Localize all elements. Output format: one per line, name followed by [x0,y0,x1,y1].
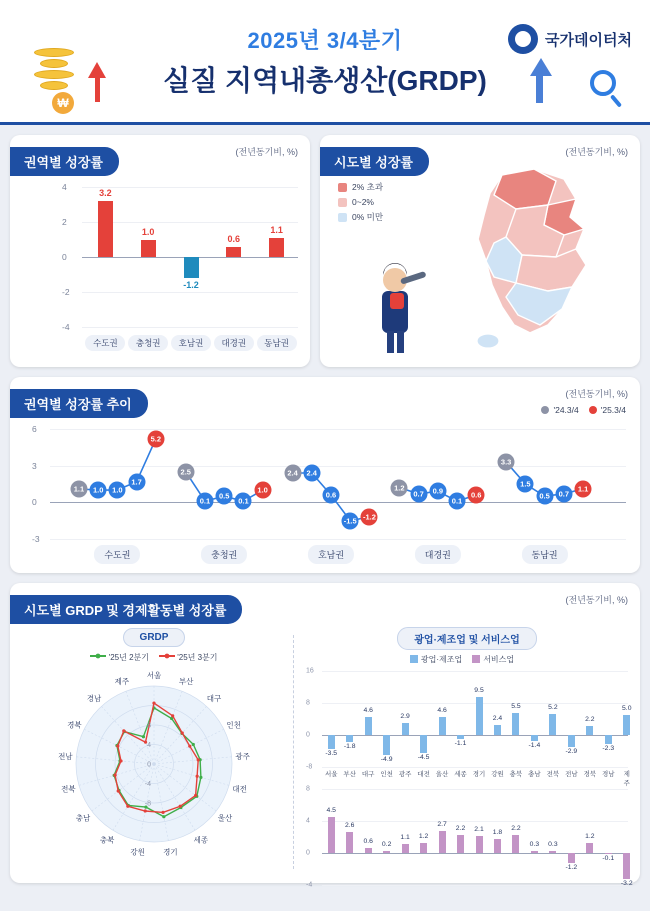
row-bottom [0,573,650,893]
y-axis-tick: 16 [306,667,314,675]
korea-government-emblem-icon [508,24,538,54]
bar-value-label: 4.6 [437,706,447,714]
panel-map-growth [320,135,640,367]
data-point: 0.9 [429,483,446,500]
legend-label: 0~2% [352,197,374,207]
y-axis-tick: 0 [306,731,310,739]
page-header [0,0,650,125]
bar-value-label: 0.6 [363,838,373,846]
data-point: 0.5 [536,488,553,505]
radar-chart-block [20,627,288,871]
legend-line [159,652,175,660]
bar-value-label: -1.4 [528,741,541,749]
bar [365,717,372,735]
x-axis-label: 제주 [623,771,630,787]
radar-tick-label: -4 [144,781,151,788]
x-axis-label: 대경권 [214,335,254,351]
radar-plot [34,667,274,857]
radar-axis-label: 대구 [206,694,222,704]
legend-item: 광업·제조업 [410,655,462,664]
data-point: 1.2 [391,479,408,496]
legend-item: '25.3/4 [589,405,626,415]
gridline [82,222,298,223]
bar [328,817,335,853]
bar [420,735,427,753]
x-axis-label: 서울 [324,771,338,778]
bar-value-label: -2.9 [565,747,578,755]
bar [623,715,630,735]
bar-value-label: 5.0 [622,705,632,712]
bar-value-label: 1.1 [400,834,410,842]
data-point: 0.7 [555,485,572,502]
bar-value-label: -1.2 [183,280,199,290]
data-point: 1.0 [254,482,271,499]
x-axis-label: 강원 [491,771,504,778]
bar-value-label: -1.2 [565,863,578,871]
panel-trend [10,377,640,573]
radar-axis-label: 광주 [235,751,250,761]
bar [269,238,284,257]
bar-value-label: -3.2 [620,879,633,887]
bar [457,835,464,853]
gridline [322,735,628,736]
industry-chart-block [306,627,633,889]
bar-value-label: 1.2 [585,833,595,841]
bar-value-label: 2.2 [511,825,521,833]
bar-value-label: -1.1 [454,740,467,748]
legend-item [338,181,383,193]
row-trend [0,377,650,573]
radar-axis-label: 충남 [75,813,91,823]
bar-value-label: 2.7 [437,821,447,829]
gridline [50,539,626,540]
bar [476,697,483,735]
legend-line [90,652,106,660]
bar [98,201,113,257]
bar [141,240,156,258]
x-axis-label: 인천 [380,771,393,778]
bar [568,853,575,863]
bar [365,848,372,853]
bar [605,735,612,744]
bar [346,735,353,742]
radar-axis-label: 전북 [61,784,76,794]
data-point: 0.6 [468,487,485,504]
legend-label: 0% 미만 [352,212,384,222]
panel-title-region: 권역별 성장률 [10,147,119,176]
radar-axis-label: 인천 [226,720,241,730]
data-point: 2.5 [177,463,194,480]
group-label: 충청권 [201,545,247,564]
magnifier-icon [590,70,616,96]
y-axis-tick: 4 [62,182,67,192]
y-axis-tick: 8 [306,699,310,707]
x-axis-label: 세종 [454,771,467,778]
map-legend [338,181,383,227]
gridline [322,853,628,854]
radar-axis-label: 세종 [193,835,209,845]
bar-value-label: 2.2 [585,716,595,724]
bar [531,851,538,853]
gridline [322,821,628,822]
data-point: 0.1 [235,493,252,510]
bar [402,723,409,735]
trend-legend [541,405,626,415]
legend-swatch [338,183,347,192]
y-axis-tick: 8 [306,785,310,793]
vertical-divider [293,635,294,869]
data-point: 1.5 [517,476,534,493]
x-axis-label: 충남 [528,771,541,778]
radar-axis-label: 서울 [146,671,162,680]
bar-value-label: -3.5 [325,750,338,757]
legend-swatch [472,655,480,663]
x-axis-label: 울산 [435,771,449,778]
bar-value-label: 2.2 [455,825,466,833]
bar-value-label: 4.5 [326,807,336,814]
legend-swatch [410,655,418,663]
radar-legend [20,652,288,663]
bar [512,835,519,853]
data-point: 0.6 [323,487,340,504]
bar-value-label: 2.1 [474,826,484,834]
bar [512,713,519,735]
legend-item [338,197,383,207]
y-axis-tick: 0 [306,849,310,857]
gridline [82,327,298,328]
y-axis-tick: 0 [62,252,67,262]
panel-title-map: 시도별 성장률 [320,147,429,176]
bar-value-label: 0.6 [227,233,241,244]
bar-value-label: 4.6 [363,706,373,714]
panel-title-trend: 권역별 성장률 추이 [10,389,148,418]
radar-axis-label: 울산 [217,813,233,823]
bar-value-label: -2.3 [602,745,615,753]
radar-tick-label: 4 [147,742,151,749]
bar-value-label: 0.3 [529,840,540,848]
bar [549,714,556,735]
won-coin-icon: ₩ [52,92,74,114]
trend-line-chart [24,424,626,560]
bar-value-label: -0.1 [602,854,615,862]
bar [439,831,446,853]
korea-map-icon [444,165,624,355]
legend-swatch [589,406,597,414]
y-axis-tick: 4 [306,817,310,825]
bar-value-label: 2.4 [492,715,503,723]
legend-swatch [338,213,347,222]
radar-title: GRDP [123,628,186,647]
bar [494,839,501,853]
bar [184,257,199,278]
bar [402,844,409,853]
data-point: 1.1 [575,480,592,497]
x-axis-label: 동남권 [257,335,297,351]
x-axis-label: 광주 [398,771,412,778]
bar-value-label: 3.2 [99,188,112,198]
bar-value-label: 1.0 [141,226,155,237]
bar-value-label: 2.6 [344,822,355,830]
bar-value-label: -4.9 [380,755,393,763]
bar-value-label: 1.2 [418,833,429,841]
industry-legend [306,654,628,665]
unit-label-trend: (전년동기비, %) [565,389,628,399]
bar-value-label: 2.9 [400,713,410,721]
data-point: 0.1 [449,493,466,510]
bar-value-label: 9.5 [474,687,484,694]
bar-value-label: 0.2 [381,841,392,849]
radar-axis-label: 충북 [99,835,115,845]
service-bar-chart [306,785,633,889]
data-point: 2.4 [303,465,320,482]
bar [494,725,501,735]
legend-label: 2% 초과 [352,182,384,192]
y-axis-tick: 3 [32,460,37,471]
legend-swatch [541,406,549,414]
bar [457,735,464,739]
radar-tick-label: 8 [147,722,151,730]
radar-axis-label: 경기 [163,847,178,857]
bar-value-label: -4.5 [417,754,430,761]
organization-logo [508,24,632,54]
bar-value-label: 1.8 [492,828,503,836]
data-point: 2.4 [284,465,301,482]
data-point: 0.7 [410,485,427,502]
red-arrow-stem-icon [95,76,100,102]
unit-label-region: (전년동기비, %) [235,147,298,157]
bar [586,843,593,853]
data-point: -1.2 [361,509,378,526]
x-axis-label: 대구 [361,771,375,778]
x-axis-label: 경기 [472,771,486,778]
page-subtitle: 2025년 3/4분기 [247,28,403,53]
data-point: 1.0 [90,482,107,499]
gridline [322,885,628,886]
data-point: 0.5 [216,488,233,505]
bar [531,735,538,741]
red-arrow-up-icon [88,62,106,78]
bar [383,851,390,853]
bar [623,853,630,879]
y-axis-tick: -8 [306,763,313,771]
bar [605,853,612,854]
mining-manufacturing-bar-chart [306,667,632,771]
coins-icon [34,48,74,92]
bar-value-label: 1.1 [270,224,283,235]
radar-axis-label: 강원 [130,847,145,857]
radar-axis-label: 대전 [232,784,247,794]
radar-tick-label: -8 [144,800,151,808]
region-bar-chart [62,182,298,348]
legend-item: '25년 3분기 [159,653,218,662]
x-axis-label: 대전 [417,771,430,778]
bar [549,851,556,853]
y-axis-tick: 6 [32,424,37,434]
x-axis-label: 전북 [546,771,560,778]
x-axis-label: 부산 [343,771,356,778]
panel-region-growth [10,135,310,367]
bar [476,836,483,853]
blue-arrow-stem-icon [536,75,543,103]
unit-label-bottom: (전년동기비, %) [565,595,628,605]
y-axis-tick: 0 [32,497,37,508]
y-axis-tick: -4 [306,881,313,889]
data-point: 5.2 [147,430,164,447]
radar-axis-label: 제주 [114,677,130,687]
data-point: 3.3 [498,454,515,471]
row-region-and-map [0,125,650,377]
gridline [322,671,628,672]
radar-axis-label: 전남 [58,751,73,761]
bar-value-label: 5.5 [511,703,521,710]
legend-item [338,211,383,223]
blue-arrow-up-icon [530,58,552,76]
page-title: 실질 지역내총생산(GRDP) [163,65,487,96]
bar-value-label: -1.8 [343,743,356,751]
data-point: 0.1 [196,493,213,510]
x-axis-label: 충청권 [128,335,168,351]
y-axis-tick: -2 [62,287,70,297]
person-with-telescope-icon [360,247,430,357]
group-label: 수도권 [94,545,140,564]
y-axis-tick: 2 [62,217,67,227]
legend-item: '24.3/4 [541,405,578,415]
bar [383,735,390,755]
gridline [322,767,628,768]
radar-axis-label: 부산 [178,677,194,687]
x-axis-label: 충북 [509,771,523,778]
radar-chart [34,667,274,857]
industry-title: 광업·제조업 및 서비스업 [397,627,537,650]
x-axis-label: 경북 [583,771,597,778]
data-point: 1.7 [128,473,145,490]
bar [328,735,335,749]
bar [586,726,593,735]
legend-swatch [338,198,347,207]
x-axis-label: 호남권 [171,335,211,351]
x-axis-label: 수도권 [85,335,125,351]
bar [420,843,427,853]
radar-axis-label: 경북 [67,720,82,730]
organization-name: 국가데이터처 [545,31,632,49]
group-label: 대경권 [415,545,461,564]
group-label: 동남권 [522,545,568,564]
industry-axis-labels [306,769,630,787]
gridline [82,292,298,293]
legend-item: '25년 2분기 [90,653,149,662]
x-axis-label: 경남 [602,771,615,778]
panel-title-bottom: 시도별 GRDP 및 경제활동별 성장률 [10,595,242,624]
data-point: 1.1 [70,480,87,497]
panel-sido-grdp [10,583,640,889]
bar [568,735,575,747]
bar-value-label: 5.2 [548,704,558,712]
x-axis-label: 전남 [565,771,578,778]
bar [346,832,353,853]
legend-item: 서비스업 [472,655,514,664]
radar-tick-label: 0 [147,761,151,769]
data-point: -1.5 [342,512,359,529]
radar-axis-label: 경남 [86,694,102,704]
y-axis-tick: -3 [32,534,40,544]
bar [226,247,241,258]
unit-label-map: (전년동기비, %) [565,147,628,157]
bar [439,717,446,735]
bar-value-label: 0.3 [548,840,558,848]
gridline [322,789,628,790]
y-axis-tick: -4 [62,322,70,332]
group-label: 호남권 [308,545,354,564]
data-point: 1.0 [109,482,126,499]
